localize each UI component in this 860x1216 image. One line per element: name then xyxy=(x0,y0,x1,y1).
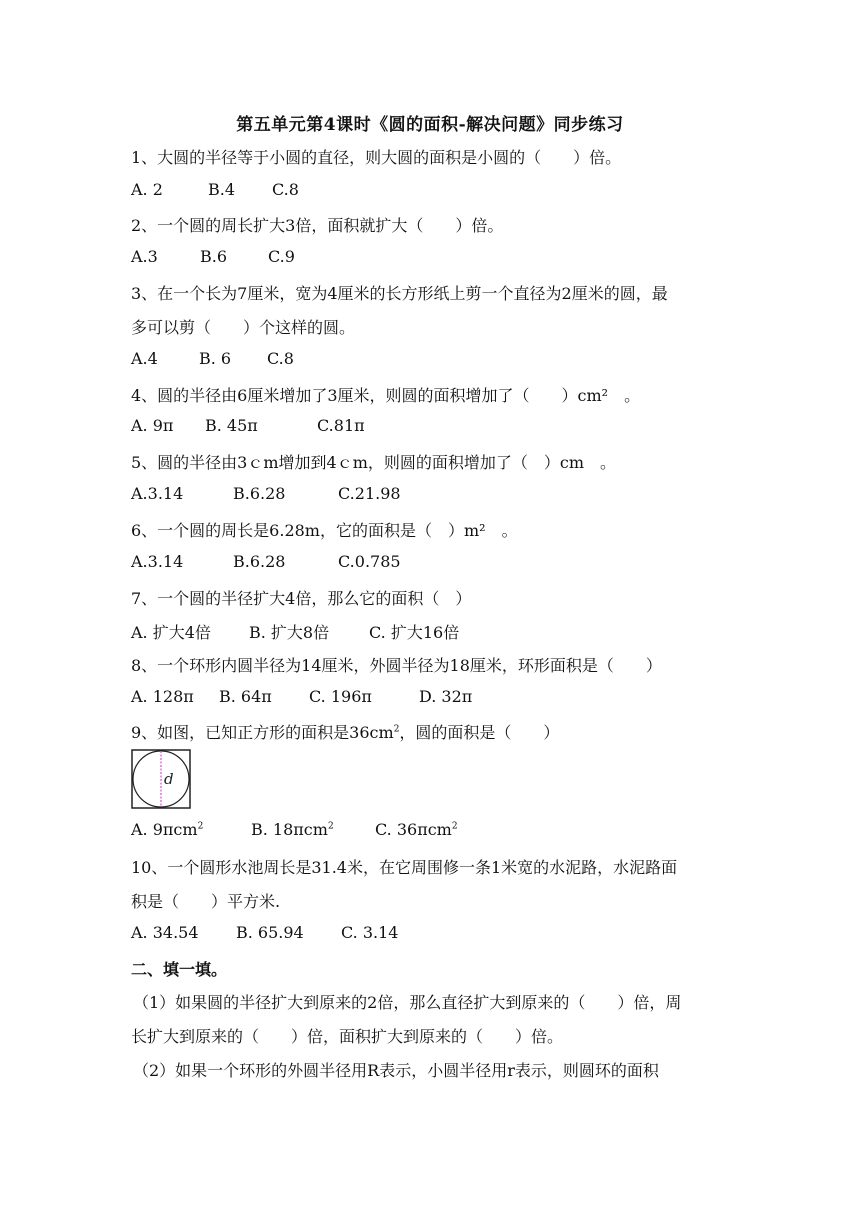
question-9-text-end: ，圆的面积是（ ） xyxy=(399,723,560,742)
question-5: 5、圆的半径由3ｃm增加到4ｃm，则圆的面积增加了（ ）cm 。 xyxy=(131,453,617,472)
question-9-options xyxy=(131,820,458,839)
question-3-line-2: 多可以剪（ ）个这样的圆。 xyxy=(131,318,356,337)
question-1-options xyxy=(131,180,299,199)
option-b: B.4 xyxy=(208,180,236,199)
option-c: C.8 xyxy=(267,349,294,368)
option-c: C. 3.14 xyxy=(341,923,399,942)
option-b: B. 65.94 xyxy=(236,923,304,942)
question-9-text: 9、如图，已知正方形的面积是36cm xyxy=(131,723,394,742)
question-3-line-1: 3、在一个长为7厘米，宽为4厘米的长方形纸上剪一个直径为2厘米的圆，最 xyxy=(131,284,668,303)
diameter-label: d xyxy=(164,770,174,788)
question-8: 8、一个环形内圆半径为14厘米，外圆半径为18厘米，环形面积是（ ） xyxy=(131,656,662,675)
question-7-options xyxy=(131,620,459,643)
option-b: B. 扩大8倍 xyxy=(249,623,330,642)
option-c xyxy=(375,820,458,839)
option-b-sup: 2 xyxy=(327,821,334,832)
option-b: B.6.28 xyxy=(233,484,286,503)
option-b: B. 45π xyxy=(205,416,258,435)
option-a: A.3 xyxy=(131,247,158,266)
option-c-text: C. 36πcm xyxy=(375,820,452,839)
option-c: C.8 xyxy=(272,180,299,199)
option-a: A. 扩大4倍 xyxy=(131,623,211,642)
option-c: C.21.98 xyxy=(338,484,401,503)
question-6: 6、一个圆的周长是6.28m，它的面积是（ ）m² 。 xyxy=(131,521,518,540)
option-c: C. 扩大16倍 xyxy=(369,623,460,642)
option-a: A. 2 xyxy=(131,180,163,199)
option-a-sup: 2 xyxy=(197,821,204,832)
question-4: 4、圆的半径由6厘米增加了3厘米，则圆的面积增加了（ ）cm² 。 xyxy=(131,386,641,405)
question-8-options xyxy=(131,687,472,706)
option-b xyxy=(251,820,375,839)
circle-in-square-diagram xyxy=(131,749,191,809)
option-a: A. 128π xyxy=(131,687,194,706)
option-a: A.3.14 xyxy=(131,484,184,503)
option-c: C. 196π xyxy=(309,687,372,706)
question-7: 7、一个圆的半径扩大4倍，那么它的面积（ ） xyxy=(131,589,472,608)
option-c-sup: 2 xyxy=(451,821,458,832)
question-6-options xyxy=(131,552,401,571)
question-1: 1、大圆的半径等于小圆的直径，则大圆的面积是小圆的（ ）倍。 xyxy=(131,148,622,167)
option-a: A.4 xyxy=(131,349,158,368)
option-c: C.81π xyxy=(317,416,365,435)
option-b: B. 6 xyxy=(199,349,232,368)
fill-item-2-line-1: （2）如果一个环形的外圆半径用R表示，小圆半径用r表示，则圆环的面积 xyxy=(133,1061,659,1080)
question-2-options xyxy=(131,247,295,266)
question-4-options xyxy=(131,416,365,435)
question-3-options xyxy=(131,349,294,368)
option-a: A.3.14 xyxy=(131,552,184,571)
option-a: A. 34.54 xyxy=(131,923,199,942)
square-unit-sup: 2 xyxy=(393,724,400,735)
worksheet-title: 第五单元第4课时《圆的面积-解决问题》同步练习 xyxy=(236,115,624,135)
fill-item-1-line-2: 长扩大到原来的（ ）倍，面积扩大到原来的（ ）倍。 xyxy=(131,1027,564,1046)
question-9 xyxy=(131,720,559,743)
question-2: 2、一个圆的周长扩大3倍，面积就扩大（ ）倍。 xyxy=(131,216,504,235)
question-10-line-2: 积是（ ）平方米. xyxy=(131,892,281,911)
question-5-options xyxy=(131,484,401,503)
option-c: C.9 xyxy=(268,247,295,266)
option-c: C.0.785 xyxy=(338,552,401,571)
question-10-options xyxy=(131,923,398,942)
option-a xyxy=(131,820,251,839)
fill-item-1-line-1: （1）如果圆的半径扩大到原来的2倍，那么直径扩大到原来的（ ）倍，周 xyxy=(133,993,682,1012)
option-b: B.6 xyxy=(200,247,228,266)
option-b-text: B. 18πcm xyxy=(251,820,328,839)
option-a: A. 9π xyxy=(131,416,174,435)
square-with-circle-figure xyxy=(131,749,191,809)
question-10-line-1: 10、一个圆形水池周长是31.4米，在它周围修一条1米宽的水泥路，水泥路面 xyxy=(131,858,678,877)
option-b: B.6.28 xyxy=(233,552,286,571)
option-a-text: A. 9πcm xyxy=(131,820,198,839)
option-b: B. 64π xyxy=(219,687,272,706)
option-d: D. 32π xyxy=(419,687,473,706)
section-2-heading: 二、填一填。 xyxy=(131,960,228,979)
